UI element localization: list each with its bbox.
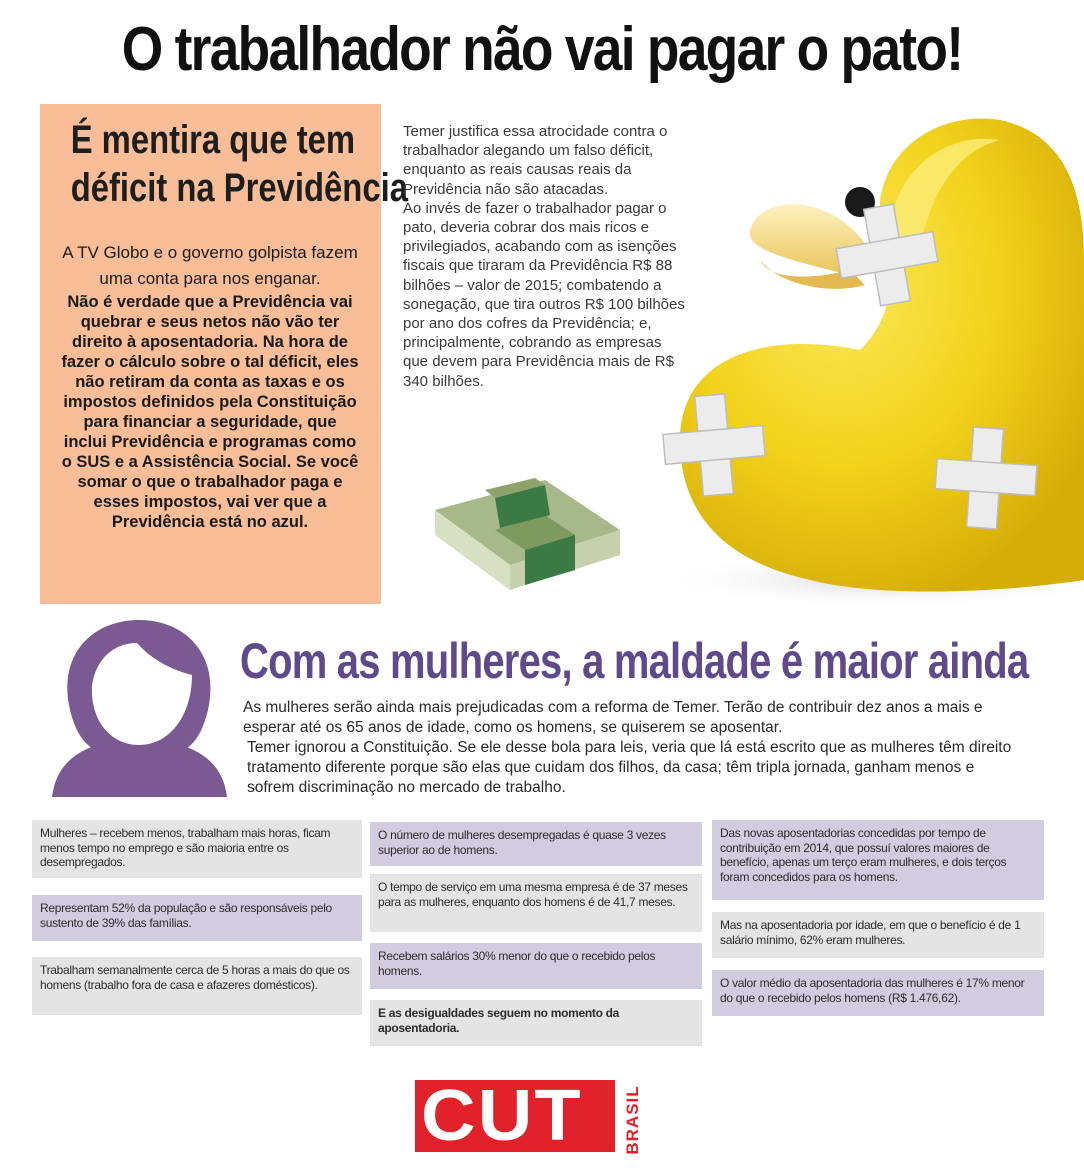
box-title-line: É mentira que tem bbox=[70, 118, 356, 162]
box-body: Não é verdade que a Previdência vai quebrar e seus netos não vão ter direito à aposentadoria. Na hora de fazer o cálculo sobre o tal déficit, eles não retiram da conta as taxas e os impostos definidos pela Constituição para financiar a seguridade, que inclui Previdência e programas como o SUS e a Assistência Social. Se você somar o que o trabalhador paga e esses impostos, vai ver que a Previdência está no azul. bbox=[61, 293, 359, 531]
women-text bbox=[243, 698, 1018, 798]
money-stack-illustration bbox=[425, 470, 630, 605]
woman-avatar-icon bbox=[52, 615, 227, 797]
fact-card: Mulheres – recebem menos, trabalham mais horas, ficam menos tempo no emprego e são maioria entre os desempregados. bbox=[32, 820, 362, 878]
logo-sub-wrapper bbox=[618, 1080, 648, 1160]
box-intro: A TV Globo e o governo golpista fazem uma conta para nos enganar. bbox=[62, 243, 358, 288]
women-paragraph: Temer ignorou a Constituição. Se ele desse bola para leis, veria que lá está escrito que as mulheres têm direito tratamento diferente porque são elas que cuidam dos filhos, da casa; têm tripla jornada, ganham menos e sofrem discriminação no mercado de trabalho. bbox=[247, 739, 1012, 796]
fact-card: Das novas aposentadorias concedidas por tempo de contribuição em 2014, que possuí valores maiores de benefício, apenas um terço eram mulheres, e dois terços foram concedidos para os homens. bbox=[712, 820, 1044, 900]
cut-logo bbox=[415, 1076, 655, 1160]
temer-paragraph: Ao invés de fazer o trabalhador pagar o pato, deveria cobrar dos mais ricos e privilegiados, acabando com as isenções fiscais que tiraram da Previdência R$ 88 bilhões – valor de 2015; combatendo a sonegação, que tira outros R$ 100 bilhões por ano dos cofres da Previdência; e, principalmente, cobrando as empresas que devem para Previdência mais de R$ 340 bilhões. bbox=[403, 199, 685, 390]
temer-text bbox=[403, 122, 688, 391]
women-paragraph: As mulheres serão ainda mais prejudicadas com a reforma de Temer. Terão de contribuir dez anos a mais e esperar até os 65 anos de idade, como os homens, se quiserem se aposentar. bbox=[243, 699, 983, 736]
fact-card: E as desigualdades seguem no momento da aposentadoria. bbox=[370, 1000, 702, 1046]
logo-brasil: BRASIL bbox=[623, 1085, 642, 1155]
box-title-line: déficit na Previdência bbox=[70, 166, 408, 210]
box-text bbox=[60, 240, 360, 532]
women-section-title: Com as mulheres, a maldade é maior ainda bbox=[240, 633, 1029, 689]
fact-card: O número de mulheres desempregadas é quase 3 vezes superior ao de homens. bbox=[370, 822, 702, 866]
box-title bbox=[70, 116, 408, 212]
logo-registered: ® bbox=[603, 1134, 612, 1148]
fact-card: Trabalham semanalmente cerca de 5 horas a mais do que os homens (trabalho fora de casa e afazeres domésticos). bbox=[32, 957, 362, 1015]
fact-card: Recebem salários 30% menor do que o recebido pelos homens. bbox=[370, 943, 702, 989]
fact-card: O tempo de serviço em uma mesma empresa é de 37 meses para as mulheres, enquanto dos homens é de 41,7 meses. bbox=[370, 874, 702, 932]
rubber-duck-illustration bbox=[640, 110, 1084, 610]
fact-card: O valor médio da aposentadoria das mulheres é 17% menor do que o recebido pelos homens (R$ 1.476,62). bbox=[712, 970, 1044, 1016]
temer-paragraph: Temer justifica essa atrocidade contra o trabalhador alegando um falso déficit, enquanto as reais causas reais da Previdência não são atacadas. bbox=[403, 123, 668, 198]
fact-card: Representam 52% da população e são responsáveis pelo sustento de 39% das famílias. bbox=[32, 895, 362, 941]
logo-text: CUT bbox=[421, 1076, 583, 1156]
page-title: O trabalhador não vai pagar o pato! bbox=[121, 15, 963, 84]
fact-card: Mas na aposentadoria por idade, em que o benefício é de 1 salário mínimo, 62% eram mulheres. bbox=[712, 912, 1044, 958]
